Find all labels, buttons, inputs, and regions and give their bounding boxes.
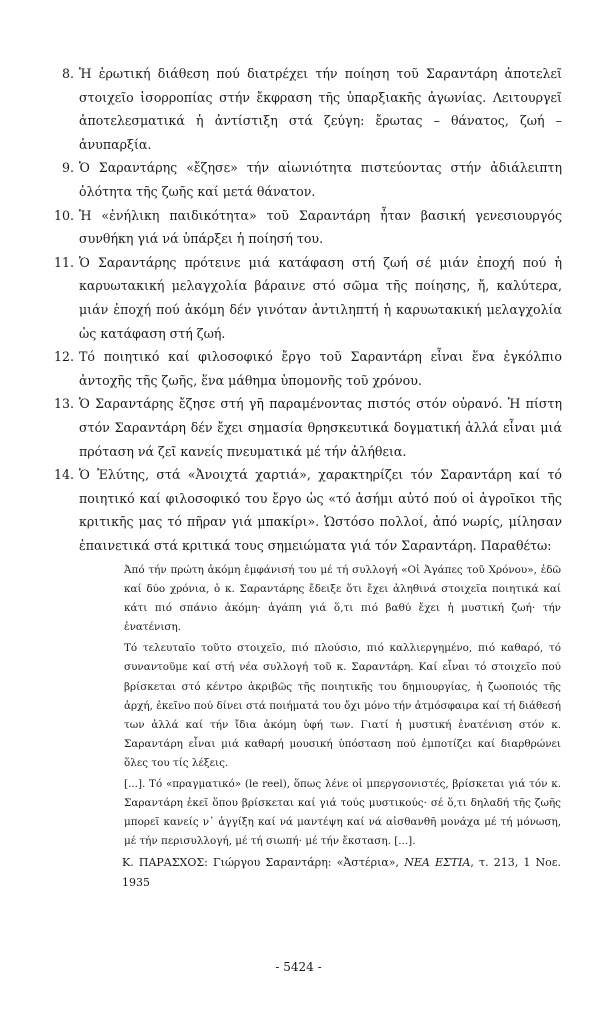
- source-details: , τ. 213, 1 Νοε. 1935: [122, 856, 562, 890]
- quote-paragraph: [...]. Τό «πραγματικό» (le reel), ὅπως λένε οἱ μπεργσονιστές, βρίσκεται γιά τόν κ. Σαραντάρη ἐκεῖ ὅπου βρίσκεται καί γιά τούς μυστικούς· σέ ὅ,τι δηλαδή τῆς ζωῆς μπορεῖ κανείς ν᾽ ἀγγίξη καί νά μαντέψη καί νά αἰσθανθῆ μονάχα μέ τή μόνωση, μέ τήν περισυλλογή, μέ τή σιωπή· μέ τήν ἔκσταση. [...].: [124, 778, 561, 848]
- list-item: [50, 156, 562, 203]
- page-number: - 5424 -: [275, 960, 322, 974]
- item-number: 8.: [61, 66, 74, 81]
- item-text: Ὁ Σαραντάρης ἔζησε στή γῆ παραμένοντας πιστός στόν οὐρανό. Ἡ πίστη στόν Σαραντάρη δέν ἔχει σημασία θρησκευτικά δογματική ἀλλά εἶναι μιά πρόταση νά ζεῖ κανείς πνευματικά μέ τήν ἀλήθεια.: [79, 396, 562, 459]
- item-text: Ἡ «ἐνήλικη παιδικότητα» τοῦ Σαραντάρη ἦταν βασική γενεσιουργός συνθήκη γιά νά ὑπάρξει ἡ ποίησή του.: [79, 207, 562, 247]
- item-number: 14.: [53, 467, 74, 483]
- list-item: [50, 204, 562, 251]
- item-number: 11.: [53, 254, 74, 270]
- item-number: 10.: [53, 207, 74, 223]
- list-item: [50, 392, 562, 463]
- item-number: 12.: [53, 349, 74, 365]
- quote-source: [122, 853, 561, 893]
- block-quote: [124, 561, 561, 893]
- numbered-list: [50, 62, 562, 557]
- item-number: 13.: [53, 396, 74, 412]
- quote-paragraph: Ἀπό τήν πρώτη ἀκόμη ἐμφάνισή του μέ τή συλλογή «Οἱ Ἀγάπες τοῦ Χρόνου», ἐδῶ καί δύο χρόνια, ὁ κ. Σαραντάρης ἔδειξε ὅτι ἔχει ἀληθινά στοιχεῖα ποιητικά καί κάτι πιό σπάνιο ἀκόμη· ἀγάπη γιά ὅ,τι πιό βαθύ ἔχει ἡ μυστική ζωή· τήν ἐνατένιση.: [124, 564, 561, 634]
- source-author: Κ. ΠΑΡΑΣΧΟΣ: Γιώργου Σαραντάρη: «Ἀστέρια»,: [122, 856, 400, 870]
- list-item: [50, 463, 562, 557]
- source-journal: ΝΕΑ ΕΣΤΙΑ: [404, 856, 471, 870]
- item-text: Ὁ Σαραντάρης «ἔζησε» τήν αἰωνιότητα πιστεύοντας στήν ἀδιάλειπτη ὁλότητα τῆς ζωῆς καί μετά θάνατον.: [79, 160, 562, 199]
- item-text: Τό ποιητικό καί φιλοσοφικό ἔργο τοῦ Σαραντάρη εἶναι ἕνα ἐγκόλπιο ἀντοχῆς τῆς ζωῆς, ἕνα μάθημα ὑπομονῆς τοῦ χρόνου.: [79, 349, 562, 388]
- list-item: [50, 251, 562, 345]
- item-text: Ὁ Ἐλύτης, στά «Ἀνοιχτά χαρτιά», χαρακτηρίζει τόν Σαραντάρη καί τό ποιητικό καί φιλοσοφικό του ἔργο ὡς «τό ἀσήμι αὐτό πού οἱ ἀγροῖκοι τῆς κριτικῆς μας τό πῆραν γιά μπακίρι». Ὡστόσο πολλοί, ἀπό νωρίς, μίλησαν ἐπαινετικά στά κριτικά τους σημειώματα γιά τόν Σαραντάρη. Παραθέτω:: [79, 467, 562, 553]
- item-text: Ἡ ἐρωτική διάθεση πού διατρέχει τήν ποίηση τοῦ Σαραντάρη ἀποτελεῖ στοιχεῖο ἰσορροπίας στήν ἔκφραση τῆς ὑπαρξιακῆς ἀγωνίας. Λειτουργεῖ ἀποτελεσματικά ἡ ἀντίστιξη στά ζεύγη: ἔρωτας – θάνατος, ζωή – ἀνυπαρξία.: [79, 66, 562, 152]
- quote-paragraph: Τό τελευταῖο τοῦτο στοιχεῖο, πιό πλούσιο, πιό καλλιεργημένο, πιό καθαρό, τό συναντοῦμε καί στή νέα συλλογή τοῦ κ. Σαραντάρη. Καί εἶναι τό στοιχεῖο πού βρίσκεται στό κέντρο ἀκριβῶς τῆς ποιητικῆς του δημιουργίας, ἡ ζωοποιός τῆς ἀρχή, ἐκεῖνο πού δίνει στά ποιήματά του ὄχι μόνο τήν ἀτμόσφαιρα καί τή διάθεσή των ἀλλά καί τήν ἴδια ἀκόμη ὑφή των. Γιατί ἡ μυστική ἐνατένιση στόν κ. Σαραντάρη εἶναι μιά καθαρή μουσική ὑπόσταση πού ἐμποτίζει καί διαρθρώνει ὅλες του τίς λέξεις.: [124, 642, 561, 769]
- item-number: 9.: [61, 160, 74, 176]
- list-item: [50, 62, 562, 156]
- list-item: [50, 345, 562, 392]
- item-text: Ὁ Σαραντάρης πρότεινε μιά κατάφαση στή ζωή σέ μιάν ἐποχή πού ἡ καρυωτακική μελαγχολία βάραινε στό σῶμα τῆς ποίησης, ἤ, καλύτερα, μιάν ἐποχή πού ἀκόμη δέν γινόταν ἀντιληπτή ἡ καρυωτακική μελαγχολία ὡς κατάφαση στή ζωή.: [79, 254, 562, 341]
